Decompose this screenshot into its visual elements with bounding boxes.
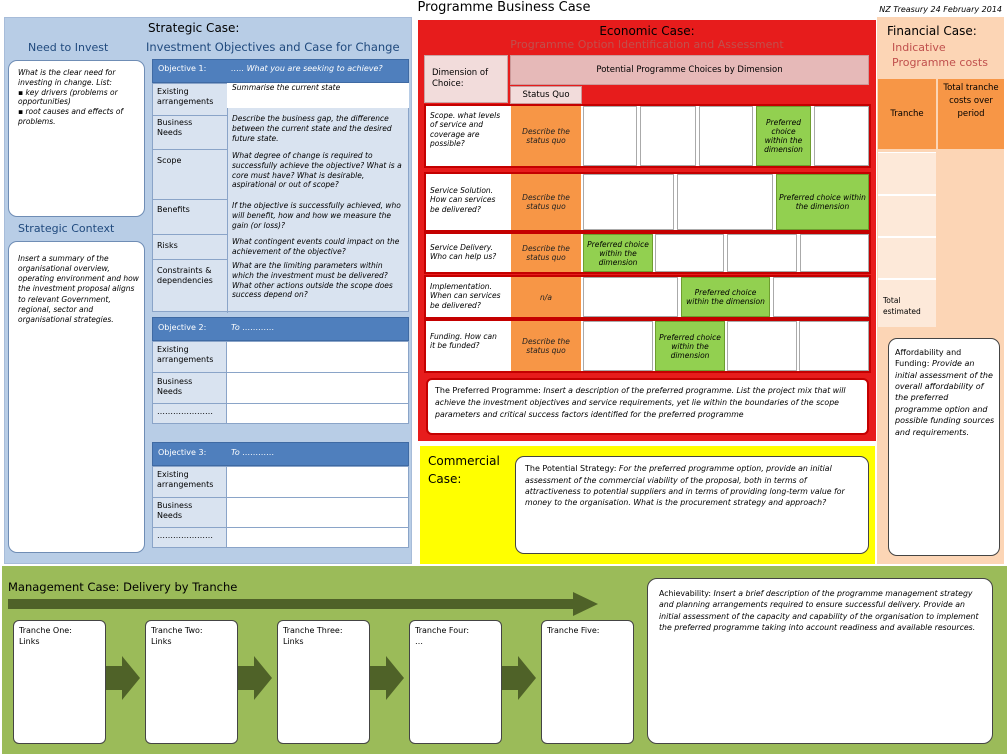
econ-choice-cell: [799, 321, 869, 371]
tranche-four-box: [409, 620, 502, 744]
achievability-title: Achievability:: [659, 589, 711, 598]
econ-dim-implementation: Implementation. When can services be delivered?: [430, 282, 501, 310]
tranche-one-title: Tranche One:: [19, 626, 72, 635]
econ-sq-funding: Describe the status quo: [511, 321, 581, 371]
econ-choice-cell: [727, 234, 797, 272]
econ-preferred-delivery: Preferred choice within the dimension: [583, 234, 653, 272]
obj1-text-benefits: If the objective is successfully achieved, who will benefit, how and how we measure the gain (or loss)?: [232, 201, 401, 230]
tranche-four-title: Tranche Four:: [415, 626, 470, 635]
status-quo-header: Status Quo: [510, 86, 582, 104]
econ-sq-implementation: n/a: [511, 277, 581, 317]
strategic-context-title: Strategic Context: [18, 222, 115, 235]
tranche-three-title: Tranche Three:: [283, 626, 343, 635]
econ-choice-cell: [583, 277, 678, 317]
tranche-one-sub: Links: [19, 637, 40, 646]
obj1-text-existing: Summarise the current state: [232, 83, 341, 92]
need-to-invest-box: [8, 60, 145, 217]
obj1-label-risks: Risks: [157, 241, 178, 250]
dimension-header: Dimension of Choice:: [424, 55, 508, 103]
strategic-subheading: Investment Objectives and Case for Change: [146, 40, 400, 54]
total-estimated-label: Total estimated: [883, 296, 921, 316]
objective1-label: Objective 1:: [158, 64, 207, 73]
arrow-right-icon: [238, 656, 272, 700]
tranche-three-box: [277, 620, 370, 744]
obj1-label-scope: Scope: [157, 156, 182, 165]
economic-heading: Economic Case:: [599, 24, 695, 38]
strategic-context-text: Insert a summary of the organisational overview, operating environment and how the investment proposal aligns to relevant Government, regional, sector and organisational strategies.: [18, 254, 139, 324]
delivery-arrow-icon: [8, 592, 598, 616]
econ-dim-scope: Scope. what levels of service and coverage are possible?: [430, 111, 501, 149]
tranche-five-box: [541, 620, 634, 744]
econ-choice-cell: [800, 234, 869, 272]
obj1-label-needs: Business Needs: [157, 118, 193, 138]
obj1-text-risks: What contingent events could impact on the achievement of the objective?: [232, 237, 400, 256]
need-to-invest-text: What is the clear need for investing in change. List: ▪ key drivers (problems or opportunities) ▪ root causes and effects of problems.: [18, 68, 124, 126]
objective2-header: [152, 317, 409, 341]
econ-choice-cell: [583, 321, 653, 371]
source-note: NZ Treasury 24 February 2014: [879, 5, 1002, 14]
econ-choice-cell: [773, 277, 869, 317]
obj3-label-existing: Existing arrangements: [157, 470, 214, 490]
tranche-two-title: Tranche Two:: [151, 626, 203, 635]
objective2-label: Objective 2:: [158, 323, 207, 332]
obj3-label-needs: Business Needs: [157, 501, 193, 521]
achievability-text: Insert a brief description of the programme management strategy and planning arrangements required to ensure successful delivery. Provide an initial assessment of the capacity and capability of the organisation to implement the preferred programme taking into account readiness and available resources.: [659, 589, 979, 632]
econ-choice-cell: [583, 174, 674, 230]
commercial-heading: Commercial Case:: [428, 454, 500, 486]
econ-dim-delivery: Service Delivery. Who can help us?: [430, 243, 497, 262]
achievability-box: [647, 578, 993, 744]
tranche-two-box: [145, 620, 238, 744]
objective1-header: [152, 59, 409, 83]
potential-strategy-title: The Potential Strategy:: [525, 464, 617, 473]
tranche-four-sub: …: [415, 637, 423, 646]
page-title: Programme Business Case: [417, 0, 591, 15]
econ-preferred-scope: Preferred choice within the dimension: [756, 106, 811, 166]
arrow-right-icon: [502, 656, 536, 700]
preferred-programme-box: [426, 378, 869, 435]
obj1-text-needs: Describe the business gap, the difference between the current state and the desired future state.: [232, 114, 392, 143]
strategic-context-box: [8, 241, 145, 553]
econ-sq-scope: Describe the status quo: [511, 106, 581, 166]
econ-preferred-implementation: Preferred choice within the dimension: [681, 277, 770, 317]
affordability-title: Affordability and Funding:: [895, 348, 962, 369]
potential-strategy-text: For the preferred programme option, provide an initial assessment of the commercial viability of the proposal, both in terms of attractiveness to potential suppliers and in terms of providing long-term value for money to the organisation. What is the procurement strategy and approach?: [525, 464, 845, 508]
preferred-programme-title: The Preferred Programme:: [435, 386, 541, 395]
financial-subheading: Indicative Programme costs: [892, 41, 988, 69]
econ-dim-funding: Funding. How can it be funded?: [430, 332, 497, 351]
tranche-two-sub: Links: [151, 637, 172, 646]
tranche-five-title: Tranche Five:: [547, 626, 600, 635]
econ-choice-cell: [640, 106, 696, 166]
economic-subheading: Programme Option Identification and Assessment: [510, 38, 784, 51]
econ-dim-solution: Service Solution. How can services be delivered?: [430, 186, 496, 214]
obj2-label-more: …………………: [157, 407, 213, 416]
econ-choice-cell: [814, 106, 869, 166]
financial-heading: Financial Case:: [887, 24, 977, 38]
econ-sq-delivery: Describe the status quo: [511, 234, 581, 272]
total-costs-header: Total tranche costs over period: [938, 79, 1004, 149]
affordability-box: [888, 338, 1000, 556]
econ-choice-cell: [655, 234, 724, 272]
tranche-three-sub: Links: [283, 637, 304, 646]
obj1-text-constraints: What are the limiting parameters within which the investment must be delivered? What other actions outside the scope does success depend on?: [232, 261, 393, 300]
need-to-invest-title: Need to Invest: [28, 41, 109, 54]
objective3-label: Objective 3:: [158, 448, 207, 457]
preferred-programme-text: Insert a description of the preferred programme. List the project mix that will achieve the investment objectives and service requirements, yet lie within the boundaries of the scope parameters and critical success factors identified for the preferred programme: [435, 386, 846, 419]
objective1-value: ….. What you are seeking to achieve?: [231, 64, 383, 73]
objective3-value: To …………: [231, 448, 275, 457]
obj1-text-scope: What degree of change is required to successfully achieve the objective? What is a core must have? What is desirable, aspirational or out of scope?: [232, 151, 402, 190]
econ-preferred-funding: Preferred choice within the dimension: [655, 321, 725, 371]
econ-choice-cell: [677, 174, 773, 230]
strategic-heading: Strategic Case:: [148, 21, 240, 35]
obj3-label-more: …………………: [157, 531, 213, 540]
obj1-label-benefits: Benefits: [157, 205, 190, 214]
econ-choice-cell: [727, 321, 797, 371]
econ-sq-solution: Describe the status quo: [511, 174, 581, 230]
tranche-header: Tranche: [878, 79, 936, 149]
arrow-right-icon: [370, 656, 404, 700]
obj2-label-needs: Business Needs: [157, 377, 193, 397]
potential-strategy-box: [515, 456, 869, 554]
econ-choice-cell: [583, 106, 637, 166]
affordability-text: Provide an initial assessment of the overall affordability of the preferred programme option and possible funding sources and requirements.: [895, 359, 995, 437]
econ-choice-cell: [699, 106, 753, 166]
obj2-label-existing: Existing arrangements: [157, 345, 214, 365]
objective2-value: To …………: [231, 323, 275, 332]
potential-choices-header: Potential Programme Choices by Dimension: [510, 55, 869, 85]
management-heading: Management Case: Delivery by Tranche: [8, 580, 238, 594]
objective3-header: [152, 442, 409, 466]
obj1-label-constraints: Constraints & dependencies: [157, 266, 213, 286]
econ-preferred-solution: Preferred choice within the dimension: [776, 174, 869, 230]
arrow-right-icon: [106, 656, 140, 700]
obj1-label-existing: Existing arrangements: [157, 87, 214, 107]
tranche-one-box: [13, 620, 106, 744]
